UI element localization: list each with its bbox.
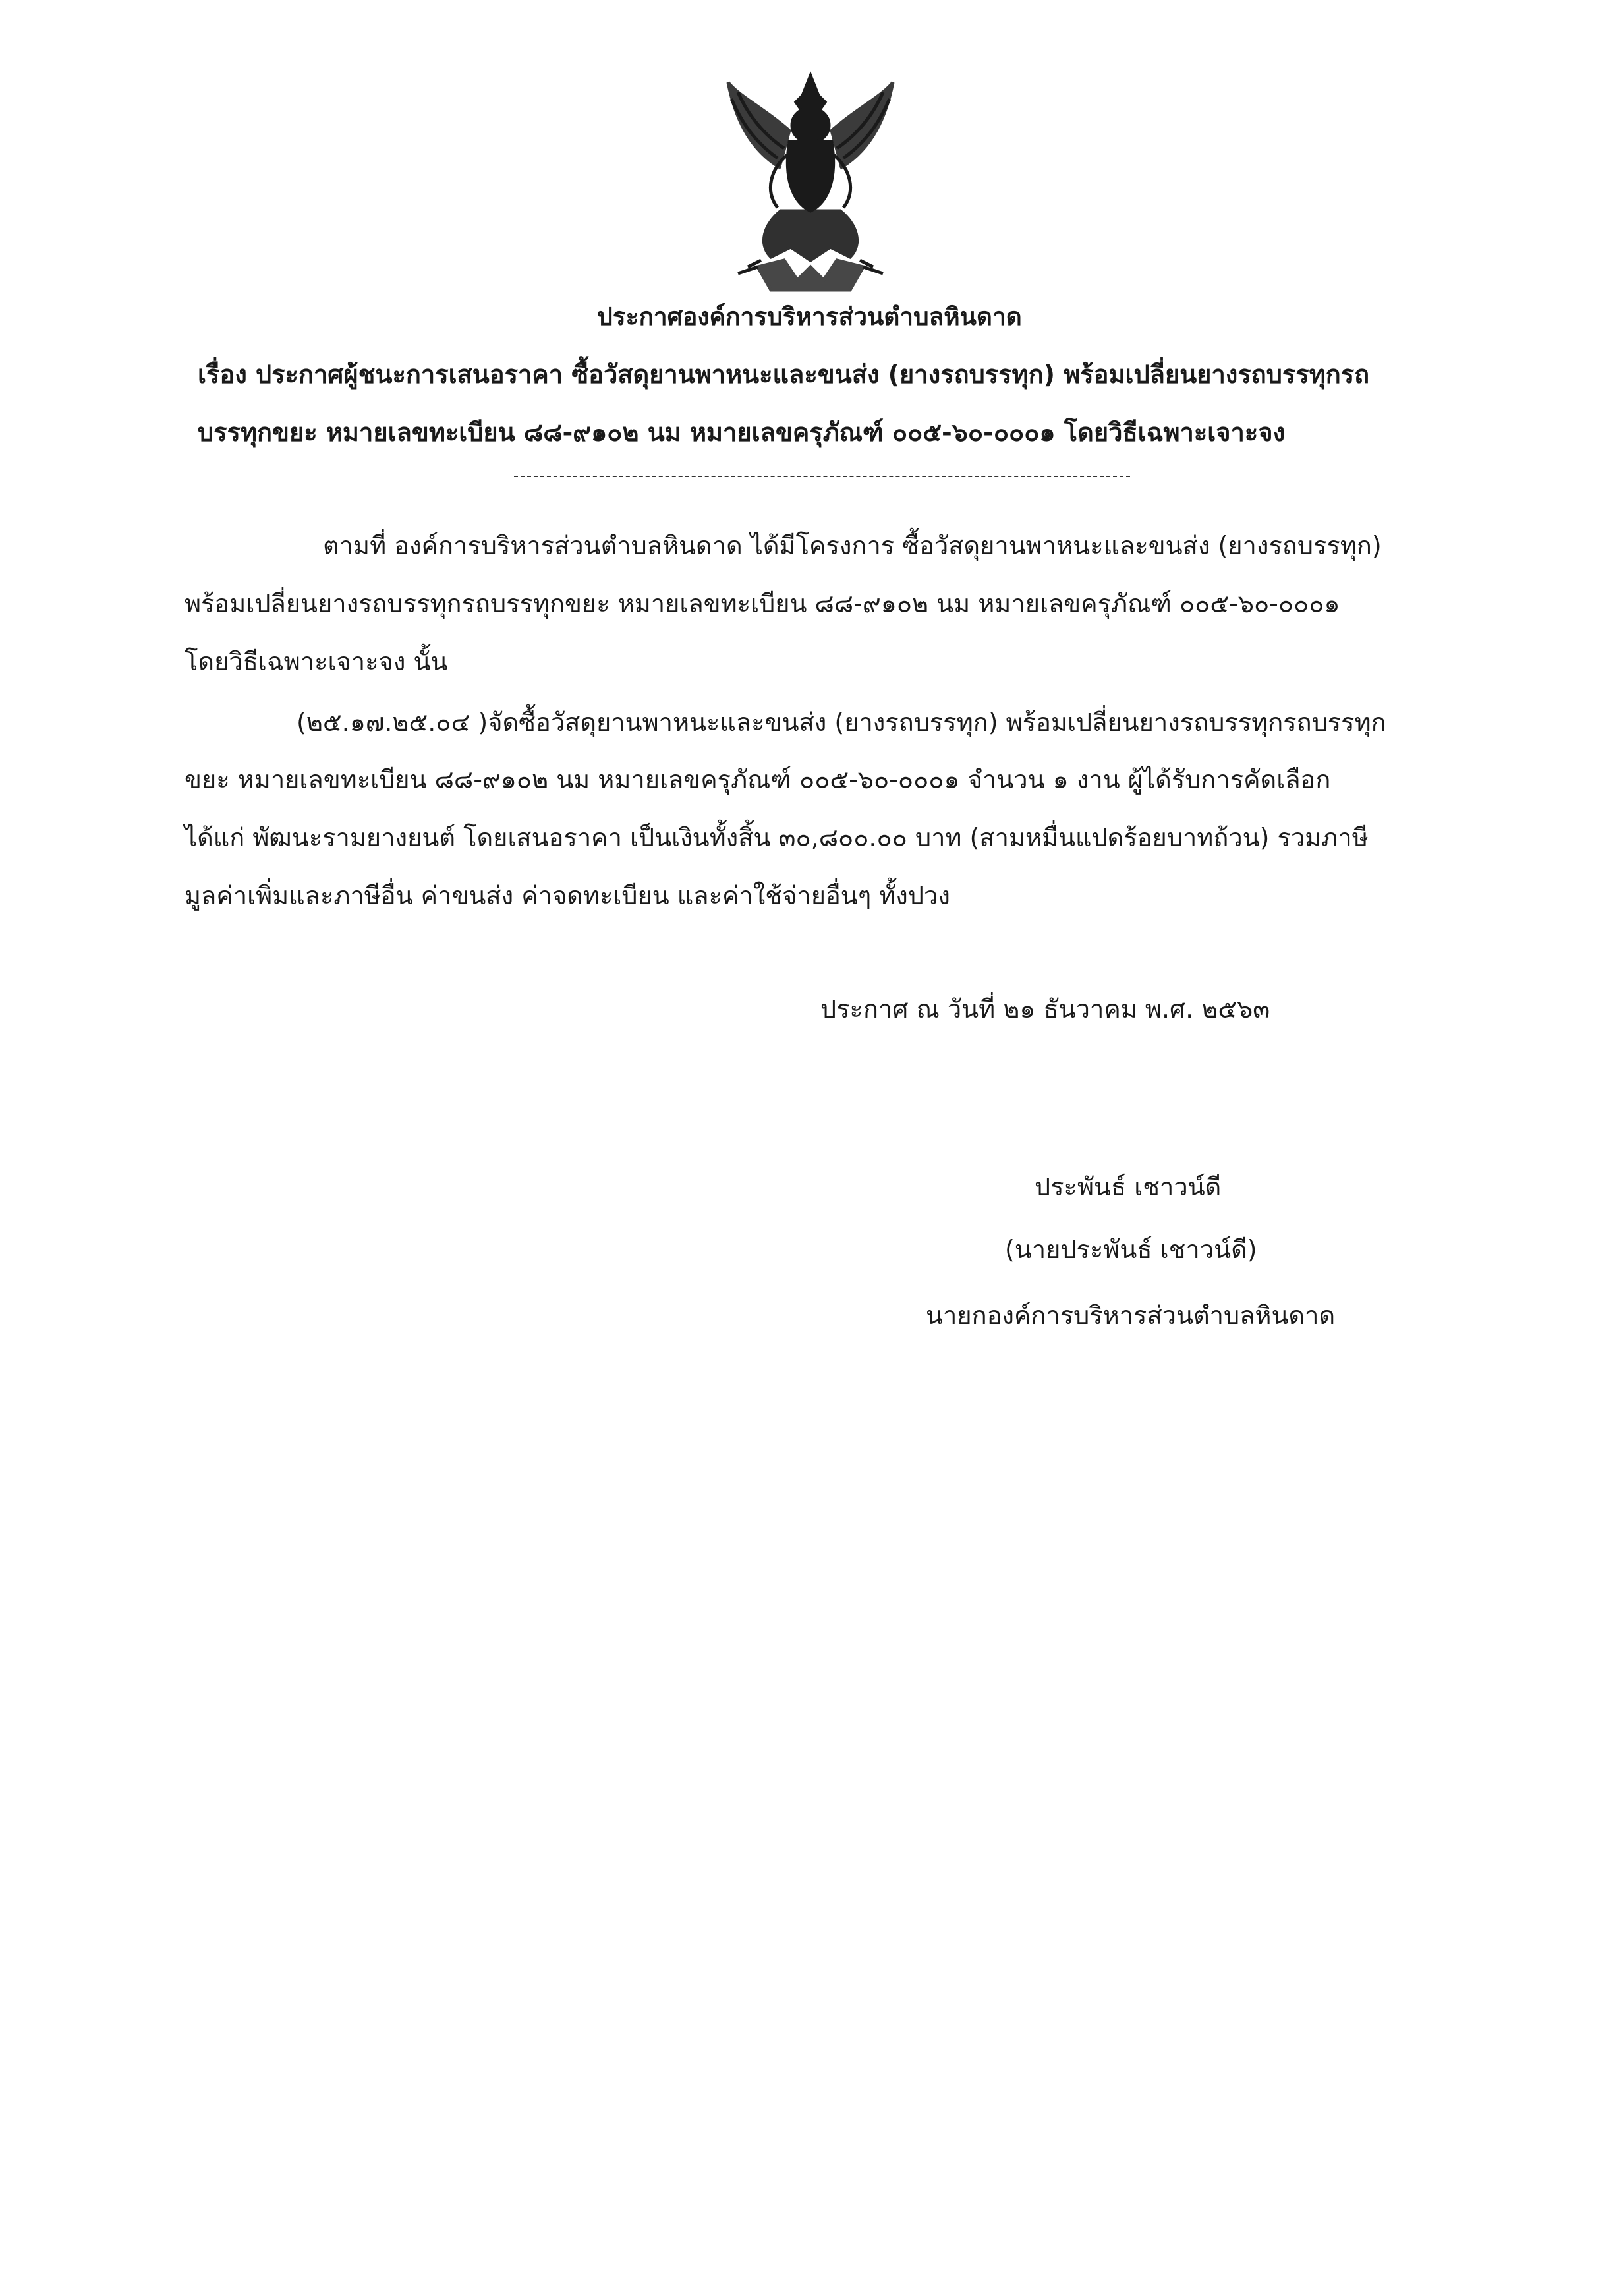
signature-position: นายกองค์การบริหารส่วนตำบลหินดาด [926, 1301, 1336, 1330]
paragraph-2-line-2: ขยะ หมายเลขทะเบียน ๘๘-๙๑๐๒ นม หมายเลขครุภัณฑ์ ๐๐๕-๖๐-๐๐๐๑ จำนวน ๑ งาน ผู้ได้รับการคัดเลือก [185, 765, 1331, 794]
header-divider [514, 476, 1130, 477]
paragraph-1-line-2: พร้อมเปลี่ยนยางรถบรรทุกรถบรรทุกขยะ หมายเลขทะเบียน ๘๘-๙๑๐๒ นม หมายเลขครุภัณฑ์ ๐๐๕-๖๐-๐๐๐๑ [185, 589, 1340, 618]
announcement-date: ประกาศ ณ วันที่ ๒๑ ธันวาคม พ.ศ. ๒๕๖๓ [820, 994, 1270, 1023]
signature-name: ประพันธ์ เชาวน์ดี [1035, 1172, 1222, 1201]
signature-full-name: (นายประพันธ์ เชาวน์ดี) [1005, 1235, 1257, 1264]
paragraph-2-line-4: มูลค่าเพิ่มและภาษีอื่น ค่าขนส่ง ค่าจดทะเบียน และค่าใช้จ่ายอื่นๆ ทั้งปวง [185, 881, 950, 910]
subject-line-1: เรื่อง ประกาศผู้ชนะการเสนอราคา ซื้อวัสดุยานพาหนะและขนส่ง (ยางรถบรรทุก) พร้อมเปลี่ยนยางรถบรรทุกรถ [198, 360, 1370, 389]
paragraph-2-line-3: ได้แก่ พัฒนะรามยางยนต์ โดยเสนอราคา เป็นเงินทั้งสิ้น ๓๐,๘๐๐.๐๐ บาท (สามหมื่นแปดร้อยบาทถ้วน) รวมภาษี [185, 823, 1369, 852]
paragraph-1-line-3: โดยวิธีเฉพาะเจาะจง นั้น [185, 647, 448, 676]
subject-line-2: บรรทุกขยะ หมายเลขทะเบียน ๘๘-๙๑๐๒ นม หมายเลขครุภัณฑ์ ๐๐๕-๖๐-๐๐๐๑ โดยวิธีเฉพาะเจาะจง [198, 418, 1286, 447]
paragraph-2-line-1: (๒๕.๑๗.๒๕.๐๔ )จัดซื้อวัสดุยานพาหนะและขนส่ง (ยางรถบรรทุก) พร้อมเปลี่ยนยางรถบรรทุกรถบรรทุก [297, 708, 1386, 737]
garuda-emblem-icon [718, 69, 903, 297]
announcement-title: ประกาศองค์การบริหารส่วนตำบลหินดาด [597, 302, 1022, 331]
paragraph-1-line-1: ตามที่ องค์การบริหารส่วนตำบลหินดาด ได้มีโครงการ ซื้อวัสดุยานพาหนะและขนส่ง (ยางรถบรรทุก) [323, 531, 1382, 560]
